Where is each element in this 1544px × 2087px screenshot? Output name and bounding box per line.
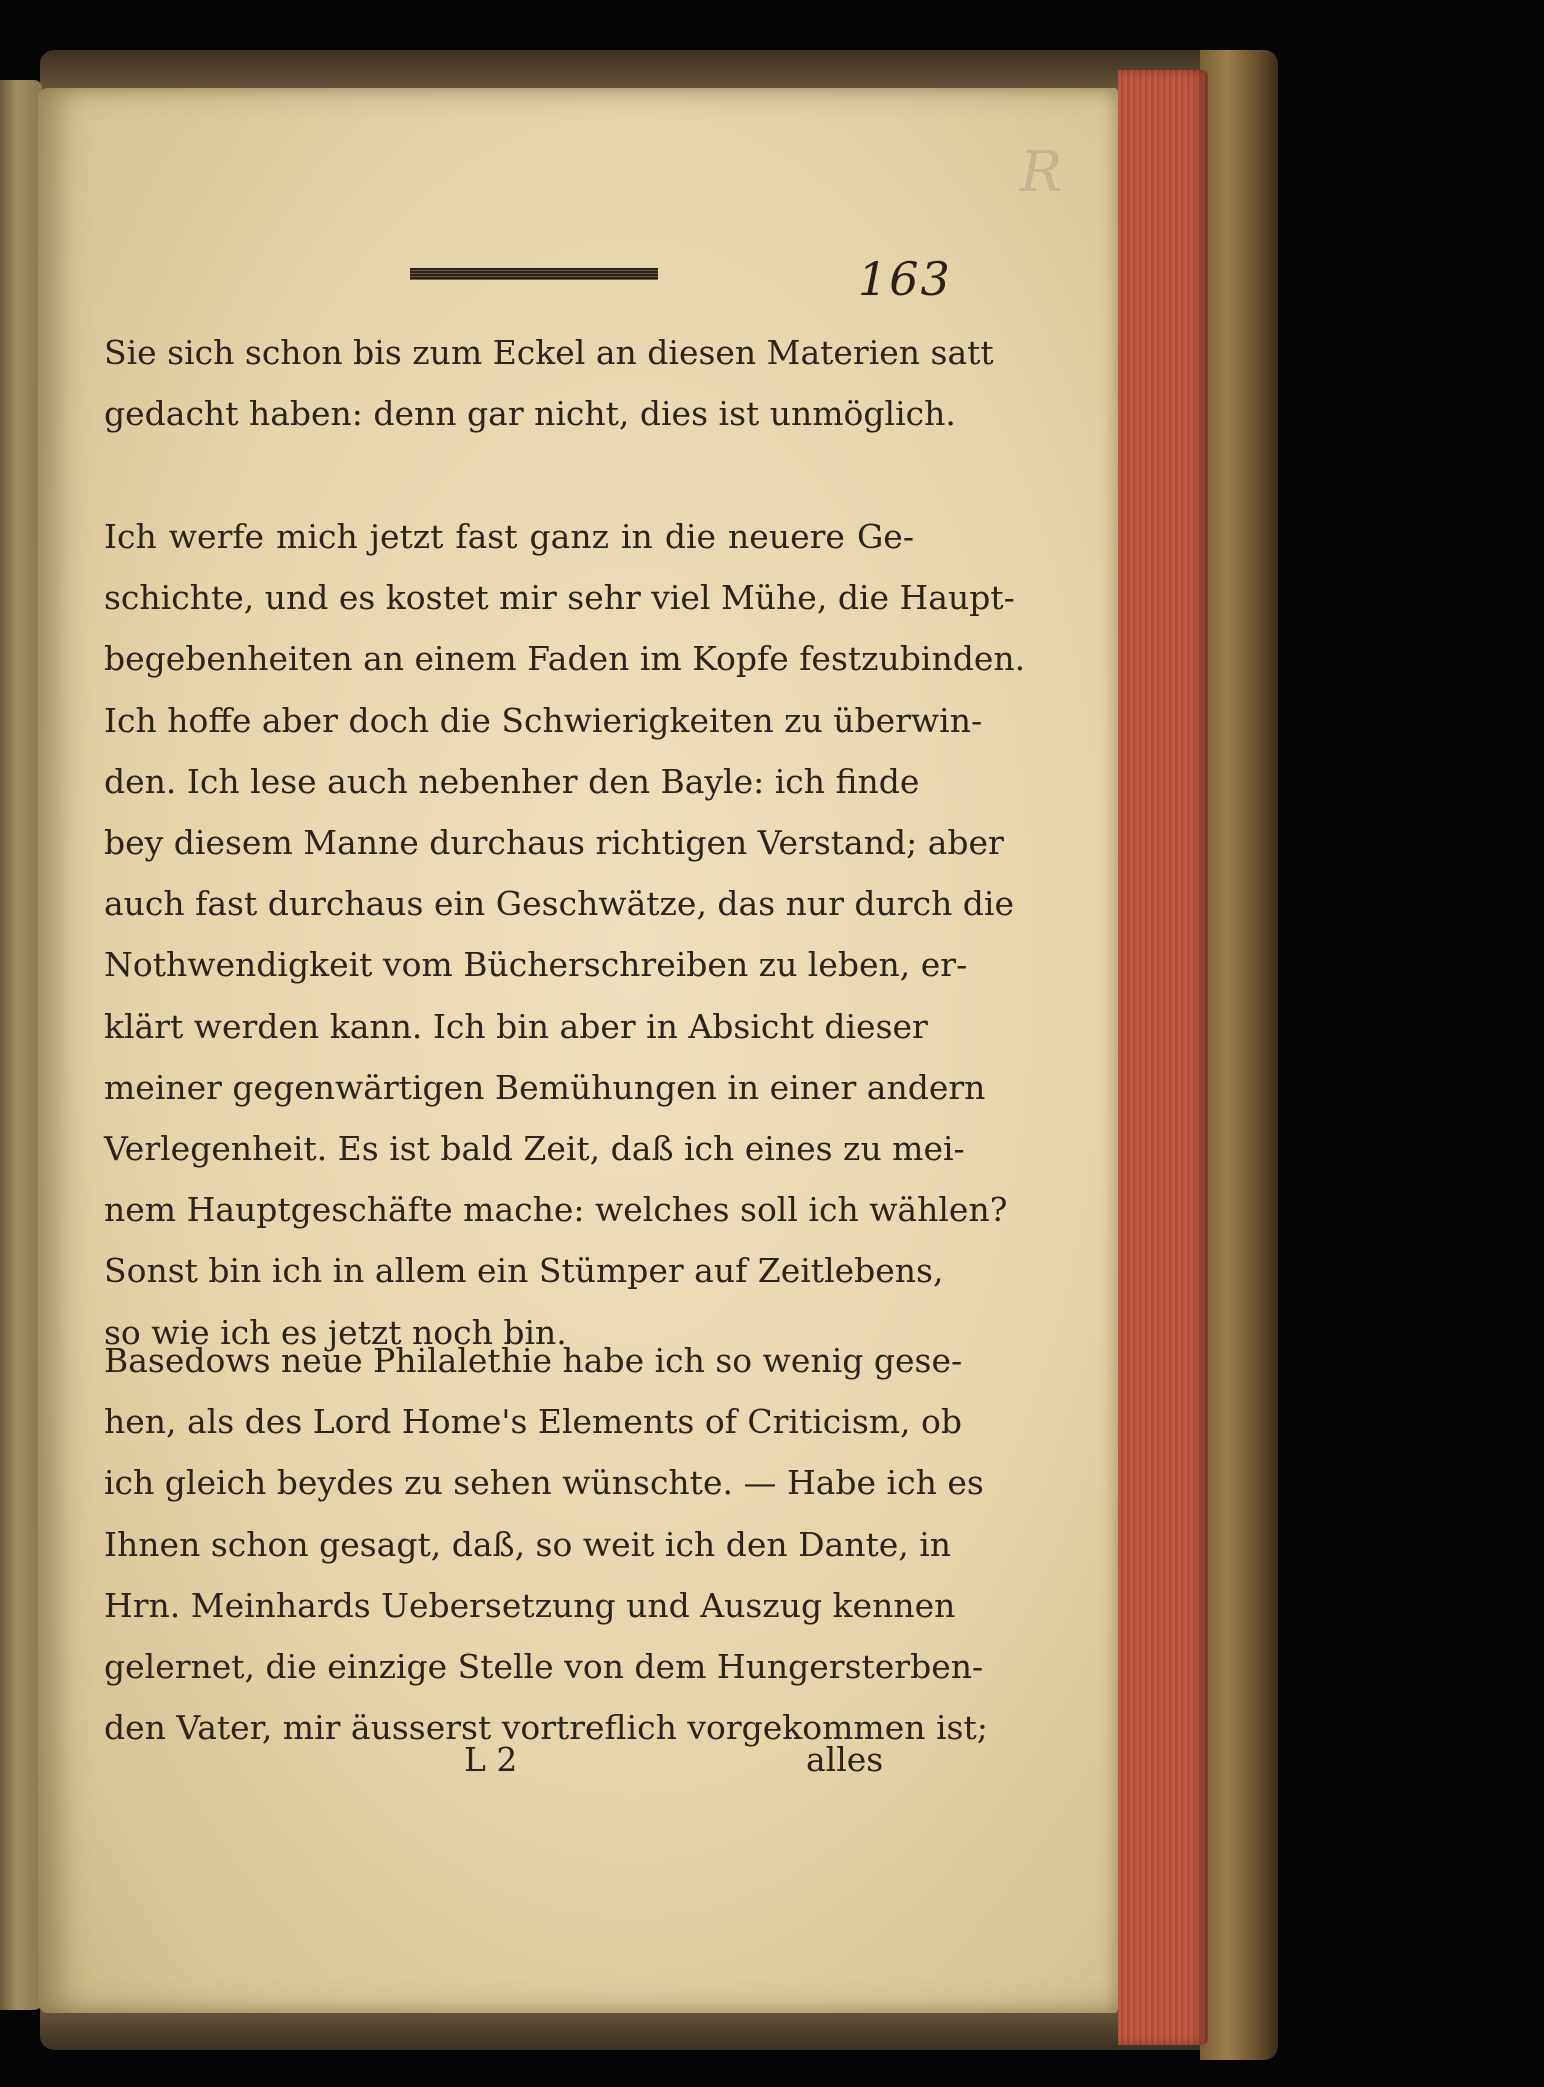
text-line: meiner gegenwärtigen Bemühungen in einer andern bbox=[104, 1067, 986, 1107]
text-line: begebenheiten an einem Faden im Kopfe festzubinden. bbox=[104, 639, 1026, 679]
text-line: Verlegenheit. Es ist bald Zeit, daß ich eines zu mei- bbox=[104, 1129, 965, 1169]
text-line: Ich hoffe aber doch die Schwierigkeiten zu überwin- bbox=[104, 700, 983, 740]
page-number: 163 bbox=[858, 252, 952, 306]
text-line: Nothwendigkeit vom Bücherschreiben zu leben, er- bbox=[104, 945, 968, 985]
paragraph-3 bbox=[104, 1330, 988, 1758]
text-line: den Vater, mir äusserst vortreflich vorgekommen ist; bbox=[104, 1708, 988, 1748]
catchword: alles bbox=[806, 1740, 884, 1779]
page-edges bbox=[1118, 70, 1208, 2045]
text-line: hen, als des Lord Home's Elements of Criticism, ob bbox=[104, 1402, 963, 1442]
paragraph-2 bbox=[104, 506, 1026, 1363]
signature-mark: L 2 bbox=[464, 1740, 518, 1779]
text-line: Sie sich schon bis zum Eckel an diesen Materien satt bbox=[104, 333, 994, 372]
header-rule bbox=[410, 268, 658, 280]
text-line: Basedows neue Philalethie habe ich so wenig gese- bbox=[104, 1341, 963, 1380]
text-line: Ihnen schon gesagt, daß, so weit ich den Dante, in bbox=[104, 1524, 952, 1564]
book-cover-bottom bbox=[40, 2010, 1278, 2050]
book-cover-top bbox=[40, 50, 1278, 90]
text-line: auch fast durchaus ein Geschwätze, das nur durch die bbox=[104, 884, 1015, 924]
text-line: bey diesem Manne durchaus richtigen Verstand; aber bbox=[104, 823, 1004, 863]
text-line: gelernet, die einzige Stelle von dem Hungersterben- bbox=[104, 1647, 984, 1687]
text-line: so wie ich es jetzt noch bin. bbox=[104, 1312, 567, 1352]
text-line: den. Ich lese auch nebenher den Bayle: ich finde bbox=[104, 761, 920, 801]
paragraph-1 bbox=[104, 322, 994, 444]
text-line: gedacht haben: denn gar nicht, dies ist unmöglich. bbox=[104, 394, 956, 434]
text-line: klärt werden kann. Ich bin aber in Absicht dieser bbox=[104, 1006, 928, 1046]
book-cover-spine bbox=[1200, 50, 1278, 2060]
pencil-mark: R bbox=[1020, 140, 1063, 205]
left-page-edge bbox=[0, 80, 42, 2010]
text-line: schichte, und es kostet mir sehr viel Mühe, die Haupt- bbox=[104, 578, 1015, 618]
text-line: Sonst bin ich in allem ein Stümper auf Zeitlebens, bbox=[104, 1251, 944, 1291]
text-line: ich gleich beydes zu sehen wünschte. — Habe ich es bbox=[104, 1463, 984, 1503]
text-line: Hrn. Meinhards Uebersetzung und Auszug kennen bbox=[104, 1585, 956, 1625]
text-line: nem Hauptgeschäfte mache: welches soll ich wählen? bbox=[104, 1190, 1008, 1230]
text-line: Ich werfe mich jetzt fast ganz in die neuere Ge- bbox=[104, 517, 914, 556]
